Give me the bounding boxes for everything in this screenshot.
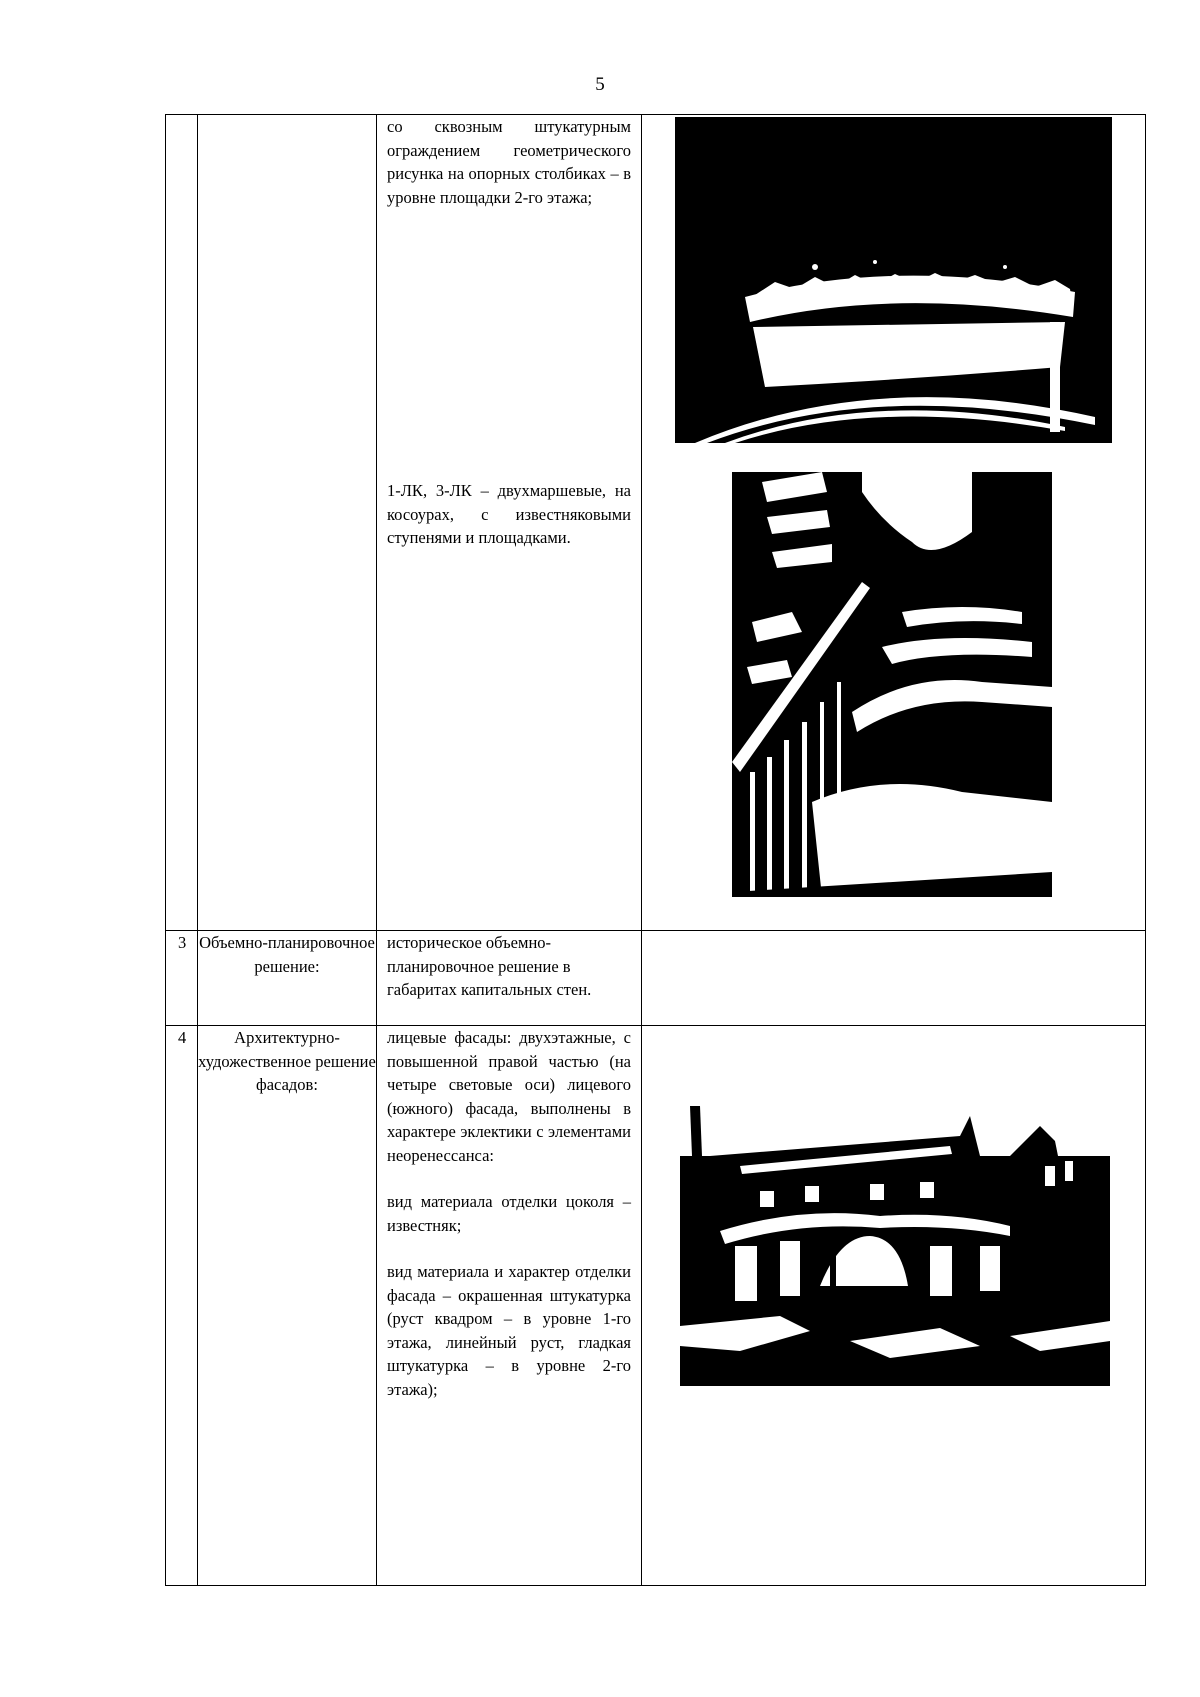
photo-staircase: [732, 472, 1052, 897]
paragraph: 1-ЛК, 3-ЛК – двухмаршевые, на косоурах, с известняковыми ступенями и площадками.: [387, 481, 631, 547]
photo-cell: [642, 931, 1146, 1026]
row-label: Архитектурно-художественное решение фасадов:: [198, 1026, 377, 1586]
table-row: [166, 115, 1146, 931]
paragraph: вид материала отделки цоколя – известняк;: [387, 1192, 631, 1235]
photo-cell: [642, 1026, 1146, 1586]
row-number: 4: [166, 1026, 198, 1586]
row-label: Объемно-планировочное решение:: [198, 931, 377, 1026]
photo-cell: [642, 115, 1146, 931]
paragraph: вид материала и характер отделки фасада – окрашенная штукатурка (руст квадром – в уровне 1-го этажа, линейный руст, гладкая штукатурка – в уровне 2-го этажа);: [387, 1262, 631, 1399]
row-description: [377, 115, 642, 931]
paragraph: со сквозным штукатурным ограждением геометрического рисунка на опорных столбиках – в уровне площадки 2-го этажа;: [387, 117, 631, 207]
row-label: [198, 115, 377, 931]
row-description: [377, 1026, 642, 1586]
heritage-table: [165, 114, 1146, 1586]
table-row: [166, 931, 1146, 1026]
photo-stair-railing: [675, 117, 1112, 443]
row-number: [166, 115, 198, 931]
paragraph: лицевые фасады: двухэтажные, с повышенной правой частью (на четыре световые оси) лицевого (южного) фасада, выполнены в характере эклектики с элементами неоренессанса:: [387, 1028, 631, 1165]
paragraph: историческое объемно-планировочное решение в габаритах капитальных стен.: [387, 933, 592, 999]
photo-facade: [680, 1066, 1110, 1386]
row-description: [377, 931, 642, 1026]
page-number: 5: [595, 74, 605, 95]
table-row: [166, 1026, 1146, 1586]
row-number: 3: [166, 931, 198, 1026]
